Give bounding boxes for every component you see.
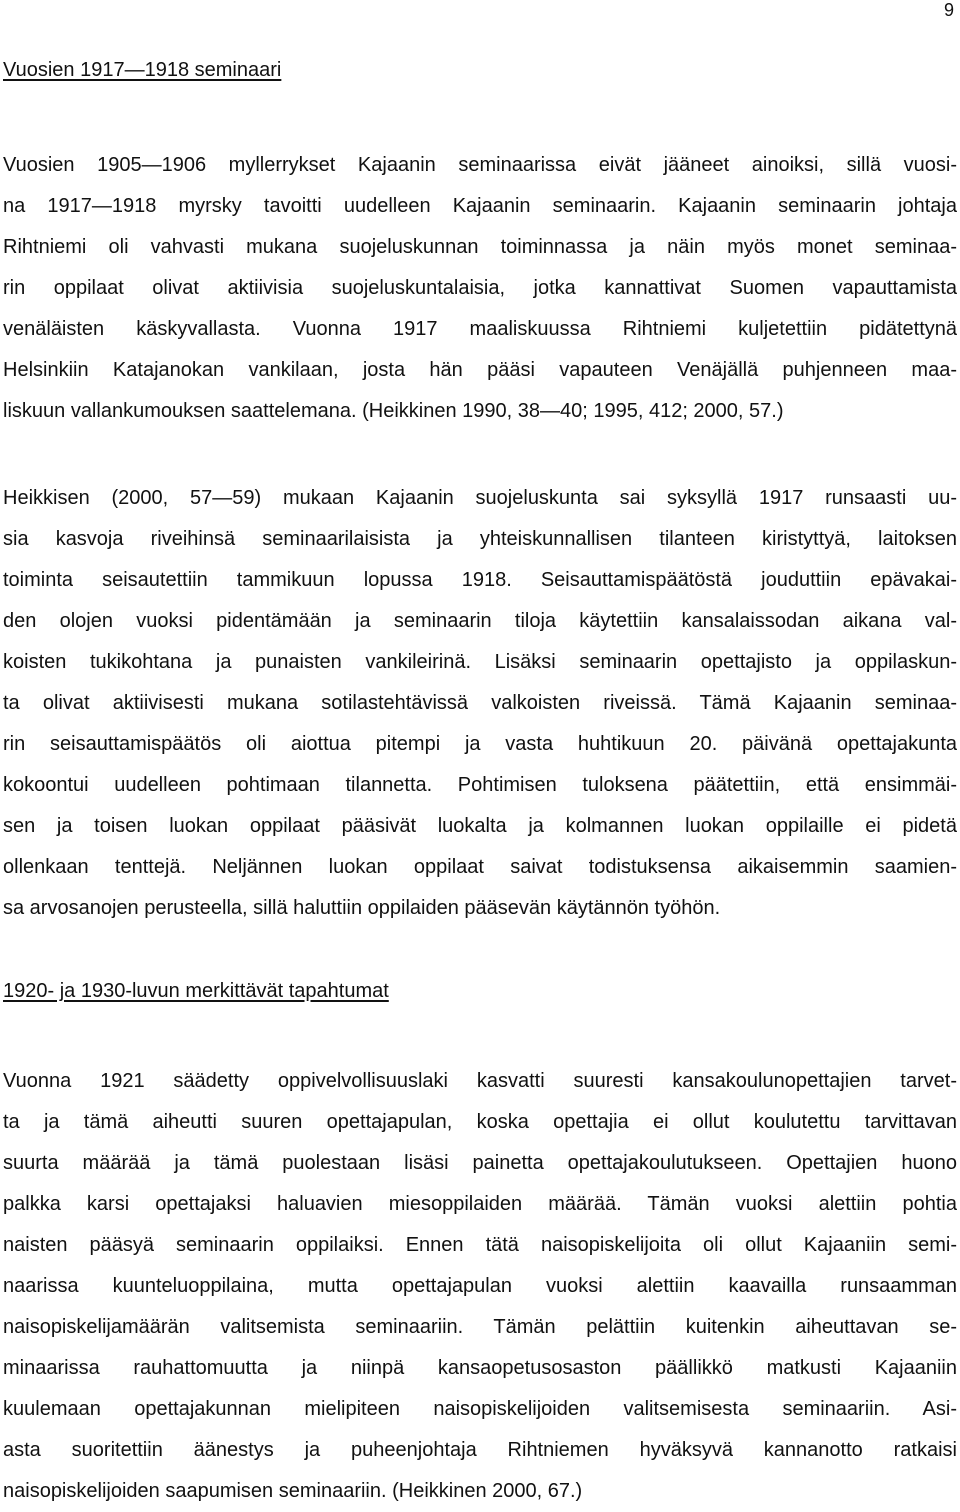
- text-line: toiminta seisautettiin tammikuun lopussa 1918. Seisauttamispäätöstä jouduttiin epävakai-: [3, 569, 957, 591]
- text-line: na 1917—1918 myrsky tavoitti uudelleen Kajaanin seminaarin. Kajaanin seminaarin johtaja: [3, 195, 957, 217]
- text-line: venäläisten käskyvallasta. Vuonna 1917 maaliskuussa Rihtniemi kuljetettiin pidätettynä: [3, 318, 957, 340]
- section-heading-1917-1918: Vuosien 1917—1918 seminaari: [3, 59, 282, 81]
- text-line: sa arvosanojen perusteella, sillä haluttiin oppilaiden pääsevän käytännön työhön.: [3, 897, 721, 919]
- paragraph-2: [3, 478, 957, 929]
- text-line: rin oppilaat olivat aktiivisia suojeluskuntalaisia, jotka kannattivat Suomen vapauttamista: [3, 277, 957, 299]
- text-line: rin seisauttamispäätös oli aiottua pitempi ja vasta huhtikuun 20. päivänä opettajakunta: [3, 733, 957, 755]
- text-line: Vuosien 1905—1906 myllerrykset Kajaanin seminaarissa eivät jääneet ainoiksi, sillä vuosi-: [3, 154, 957, 176]
- text-line: Vuonna 1921 säädetty oppivelvollisuuslaki kasvatti suuresti kansakoulunopettajien tarvet-: [3, 1070, 957, 1092]
- text-line: den olojen vuoksi pidentämään ja seminaarin tiloja käytettiin kansalaissodan aikana val-: [3, 610, 957, 632]
- text-line: palkka karsi opettajaksi haluavien miesoppilaiden määrää. Tämän vuoksi alettiin pohtia: [3, 1193, 957, 1215]
- text-line: sia kasvoja riveihinsä seminaarilaisista ja yhteiskunnallisen tilanteen kiristyttyä, laitoksen: [3, 528, 957, 550]
- text-line: koisten tukikohtana ja punaisten vankileirinä. Lisäksi seminaarin opettajisto ja oppilaskun-: [3, 651, 957, 673]
- text-line: naisten pääsyä seminaarin oppilaiksi. Ennen tätä naisopiskelijoita oli ollut Kajaaniin semi-: [3, 1234, 957, 1256]
- text-line: minaarissa rauhattomuutta ja niinpä kansaopetusosaston päällikkö matkusti Kajaaniin: [3, 1357, 957, 1379]
- text-line: liskuun vallankumouksen saattelemana. (Heikkinen 1990, 38—40; 1995, 412; 2000, 57.): [3, 400, 784, 422]
- text-line: naisopiskelijoiden saapumisen seminaariin. (Heikkinen 2000, 67.): [3, 1480, 583, 1502]
- text-line: Rihtniemi oli vahvasti mukana suojeluskunnan toiminnassa ja näin myös monet seminaa-: [3, 236, 957, 258]
- page-number: 9: [943, 0, 954, 20]
- text-line: ollenkaan tenttejä. Neljännen luokan oppilaat saivat todistuksensa aikaisemmin saamien-: [3, 856, 957, 878]
- text-line: kuulemaan opettajakunnan mielipiteen naisopiskelijoiden valitsemisesta seminaariin. Asi-: [3, 1398, 957, 1420]
- paragraph-3: [3, 1061, 957, 1512]
- paragraph-1: [3, 145, 957, 432]
- text-line: naisopiskelijamäärän valitsemista seminaariin. Tämän pelättiin kuitenkin aiheuttavan se-: [3, 1316, 957, 1338]
- text-line: ta olivat aktiivisesti mukana sotilastehtävissä valkoisten riveissä. Tämä Kajaanin seminaa-: [3, 692, 957, 714]
- text-line: suurta määrää ja tämä puolestaan lisäsi painetta opettajakoulutukseen. Opettajien huono: [3, 1152, 957, 1174]
- text-line: asta suoritettiin äänestys ja puheenjohtaja Rihtniemen hyväksyvä kannanotto ratkaisi: [3, 1439, 957, 1461]
- text-line: naarissa kuunteluoppilaina, mutta opettajapulan vuoksi alettiin kaavailla runsaamman: [3, 1275, 957, 1297]
- text-line: sen ja toisen luokan oppilaat pääsivät luokalta ja kolmannen luokan oppilaille ei pidetä: [3, 815, 957, 837]
- text-line: Helsinkiin Katajanokan vankilaan, josta hän pääsi vapauteen Venäjällä puhjenneen maa-: [3, 359, 957, 381]
- section-heading-1920-1930: 1920- ja 1930-luvun merkittävät tapahtumat: [3, 980, 389, 1002]
- text-line: ta ja tämä aiheutti suuren opettajapulan, koska opettajia ei ollut koulutettu tarvittavan: [3, 1111, 957, 1133]
- text-line: kokoontui uudelleen pohtimaan tilannetta. Pohtimisen tuloksena päätettiin, että ensimmäi-: [3, 774, 957, 796]
- text-line: Heikkisen (2000, 57—59) mukaan Kajaanin suojeluskunta sai syksyllä 1917 runsaasti uu-: [3, 487, 957, 509]
